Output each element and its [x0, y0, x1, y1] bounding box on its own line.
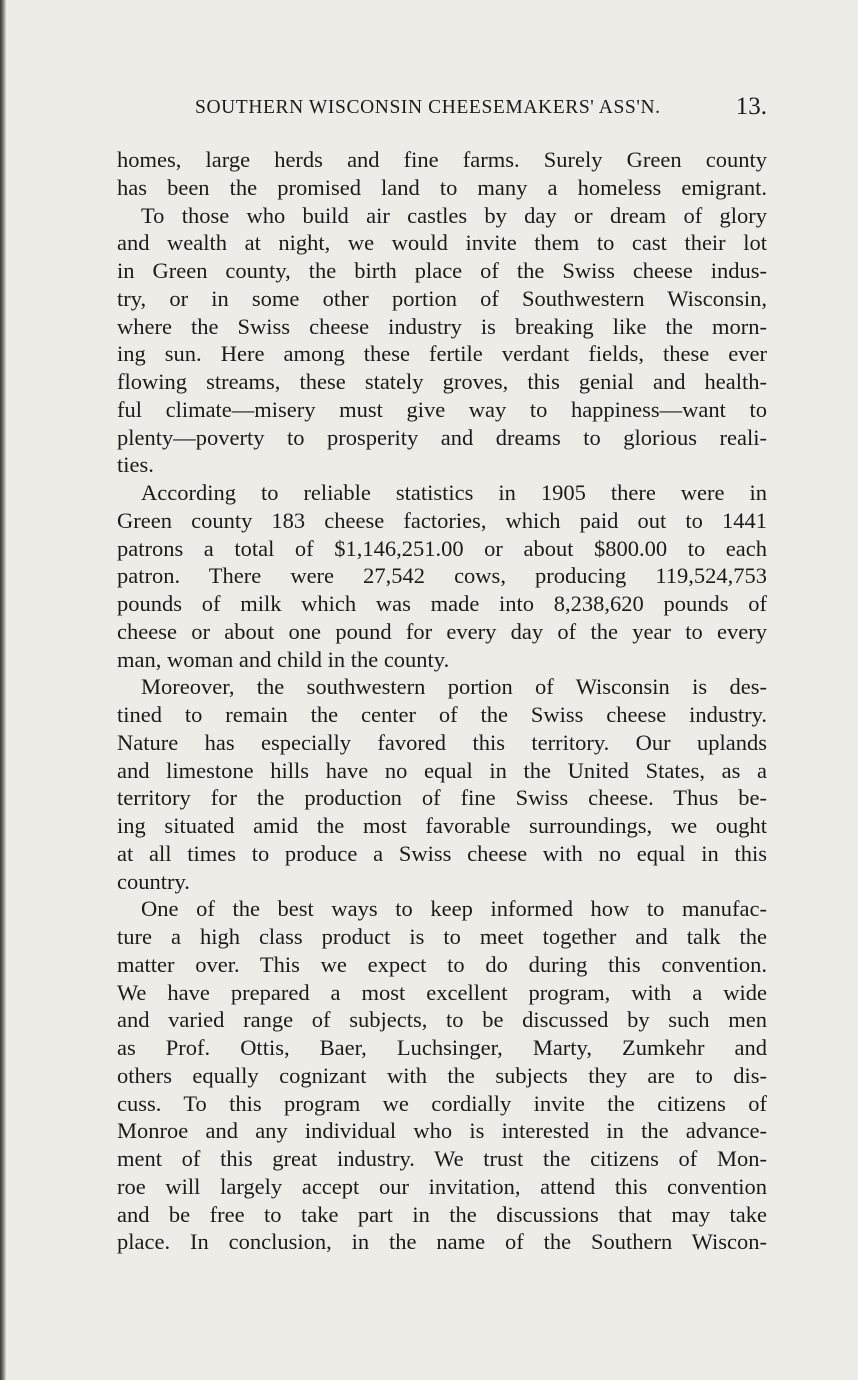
- text-line: cuss. To this program we cordially invite the citizens of: [117, 1090, 767, 1116]
- text-line: roe will largely accept our invitation, attend this convention: [117, 1173, 767, 1199]
- text-line: and limestone hills have no equal in the United States, as a: [117, 757, 767, 783]
- text-line: country.: [117, 868, 190, 894]
- text-line: flowing streams, these stately groves, this genial and health-: [117, 369, 767, 394]
- text-line: place. In conclusion, in the name of the Southern Wiscon-: [117, 1229, 767, 1255]
- text-line: One of the best ways to keep informed how to manufac-: [141, 896, 767, 922]
- running-title: SOUTHERN WISCONSIN CHEESEMAKERS' ASS'N.: [195, 97, 661, 118]
- text-line: where the Swiss cheese industry is breaking like the morn-: [117, 313, 767, 339]
- text-line: ing sun. Here among these fertile verdant fields, these ever: [117, 341, 767, 367]
- text-line: Monroe and any individual who is interested in the advance-: [117, 1118, 767, 1144]
- text-line: cheese or about one pound for every day of the year to every: [117, 618, 767, 644]
- body-text: [117, 146, 767, 1256]
- text-line: ment of this great industry. We trust the citizens of Mon-: [117, 1146, 767, 1171]
- text-line: ture a high class product is to meet together and talk the: [117, 924, 767, 949]
- text-line: To those who build air castles by day or dream of glory: [141, 202, 767, 228]
- text-line: Green county 183 cheese factories, which paid out to 1441: [117, 507, 767, 533]
- text-line: others equally cognizant with the subjects they are to dis-: [117, 1062, 767, 1088]
- text-line: at all times to produce a Swiss cheese with no equal in this: [117, 840, 767, 866]
- text-line: ties.: [117, 452, 154, 478]
- text-line: patrons a total of $1,146,251.00 or about $800.00 to each: [117, 535, 767, 561]
- text-line: patron. There were 27,542 cows, producing 119,524,753: [117, 563, 767, 589]
- page-number: 13.: [735, 93, 767, 120]
- text-line: tined to remain the center of the Swiss cheese industry.: [117, 702, 767, 727]
- text-line: and be free to take part in the discussions that may take: [117, 1201, 767, 1227]
- text-line: According to reliable statistics in 1905 there were in: [141, 480, 767, 505]
- text-line: in Green county, the birth place of the Swiss cheese indus-: [117, 258, 767, 283]
- text-line: territory for the production of fine Swiss cheese. Thus be-: [117, 785, 767, 811]
- text-line: homes, large herds and fine farms. Surely Green county: [117, 147, 767, 172]
- text-line: has been the promised land to many a homeless emigrant.: [117, 174, 767, 200]
- text-line: plenty—poverty to prosperity and dreams to glorious reali-: [117, 424, 767, 450]
- text-line: matter over. This we expect to do during this convention.: [117, 951, 767, 977]
- text-line: ing situated amid the most favorable surroundings, we ought: [117, 813, 767, 838]
- text-line: try, or in some other portion of Southwestern Wisconsin,: [117, 285, 767, 311]
- page-header: [117, 93, 767, 127]
- text-line: as Prof. Ottis, Baer, Luchsinger, Marty, Zumkehr and: [117, 1035, 767, 1060]
- text-line: pounds of milk which was made into 8,238,620 pounds of: [117, 591, 767, 616]
- book-spine-shadow: [0, 0, 6, 1380]
- text-line: and wealth at night, we would invite them to cast their lot: [117, 230, 767, 256]
- text-line: ful climate—misery must give way to happiness—want to: [117, 396, 767, 422]
- text-line: We have prepared a most excellent program, with a wide: [117, 979, 767, 1005]
- text-line: Moreover, the southwestern portion of Wisconsin is des-: [141, 674, 767, 700]
- text-line: Nature has especially favored this territory. Our uplands: [117, 729, 767, 755]
- text-line: and varied range of subjects, to be discussed by such men: [117, 1007, 767, 1033]
- text-line: man, woman and child in the county.: [117, 646, 450, 672]
